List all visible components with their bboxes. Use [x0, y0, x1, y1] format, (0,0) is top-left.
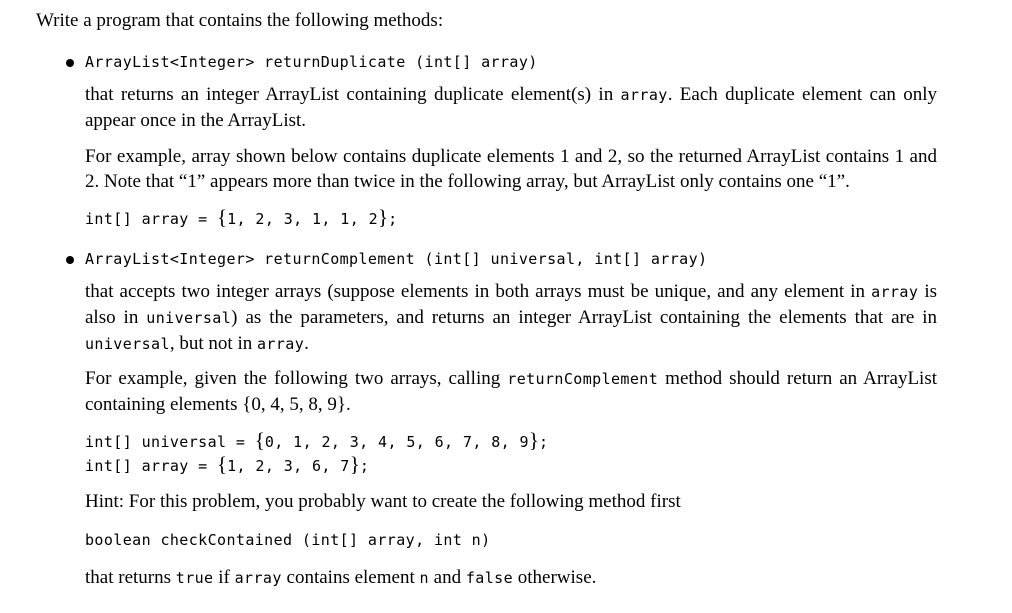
- method1-code-semicolon: ;: [388, 210, 398, 228]
- method1-description: [85, 82, 937, 133]
- method2-code-line-2: [85, 452, 369, 479]
- method2-desc-code-2: universal: [146, 309, 232, 327]
- method2-code2-semicolon: ;: [359, 457, 370, 475]
- hint-desc-text-a: that returns: [85, 567, 176, 588]
- method2-code1-open: {: [254, 428, 265, 452]
- method2-code2-decl: int[] array =: [85, 457, 218, 475]
- hint-signature: boolean checkContained (int[] array, int n): [85, 531, 491, 549]
- method2-code2-close-brace: }: [349, 452, 360, 476]
- hint-desc-true: true: [175, 569, 214, 587]
- hint-desc-text-e: otherwise.: [513, 567, 597, 588]
- method2-desc-text-b: is also in: [85, 281, 937, 328]
- method2-description: [85, 279, 937, 357]
- method1-code-line: [85, 205, 398, 232]
- method2-desc-code-4: array: [256, 335, 305, 353]
- method1-desc-text-a: that returns an integer ArrayList containing duplicate element(s) in: [85, 84, 621, 105]
- hint-desc-text-b: if: [213, 567, 235, 588]
- method1-signature: ArrayList<Integer> returnDuplicate (int[] array): [85, 53, 538, 71]
- method2-desc-code-1: array: [871, 283, 919, 301]
- method2-desc-code-3: universal: [85, 335, 170, 353]
- method2-example-end: .: [345, 394, 351, 415]
- method1-example: For example, array shown below contains duplicate elements 1 and 2, so the returned ArrayList contains 1 and 2. Note that “1” appears more than twice in the following array, but ArrayList only contains one “1”.: [85, 146, 937, 192]
- method1-desc-text-b: . Each duplicate element can only appear once in the ArrayList.: [85, 84, 937, 131]
- method2-desc-text-a: that accepts two integer arrays (suppose elements in both arrays must be unique, and any element in: [85, 281, 872, 302]
- method2-example-text-b: method should return an ArrayList containing elements: [85, 368, 938, 415]
- method2-example-text-a: For example, given the following two arrays, calling: [85, 368, 508, 389]
- hint-desc-n: n: [419, 569, 429, 587]
- method2-code1-decl: int[] universal =: [85, 433, 255, 451]
- method2-example-set: {0, 4, 5, 8, 9}: [242, 394, 346, 415]
- hint-desc-text-d: and: [428, 567, 466, 588]
- method2-code2-open: {: [217, 452, 228, 476]
- method1-desc-code: array: [620, 86, 668, 104]
- method2-desc-text-c: ) as the parameters, and returns an integer ArrayList containing the elements that are in: [231, 307, 937, 328]
- hint-description: [85, 565, 596, 591]
- method2-example: [85, 366, 937, 417]
- method1-code-decl: int[] array =: [85, 210, 218, 228]
- intro-text: Write a program that contains the following methods:: [36, 10, 444, 31]
- method2-example-code: returnComplement: [507, 370, 659, 388]
- method2-desc-text-d: , but not in: [169, 333, 257, 354]
- method2-desc-text-e: .: [304, 333, 309, 354]
- method1-code-values: 1, 2, 3, 1, 1, 2: [227, 210, 379, 228]
- hint-desc-text-c: contains element: [281, 567, 420, 588]
- method2-code1-close-brace: }: [528, 428, 540, 452]
- method2-signature: ArrayList<Integer> returnComplement (int[] universal, int[] array): [85, 250, 708, 268]
- bullet-method-1: [66, 59, 74, 67]
- hint-text: Hint: For this problem, you probably want to create the following method first: [85, 491, 681, 512]
- hint-desc-array: array: [234, 569, 282, 587]
- method2-code1-values: 0, 1, 2, 3, 4, 5, 6, 7, 8, 9: [264, 433, 529, 451]
- hint-desc-false: false: [465, 569, 514, 587]
- method1-code-open: {: [217, 205, 228, 229]
- method2-code-line-1: [85, 428, 548, 455]
- method1-code-close-brace: }: [378, 205, 389, 229]
- method2-code1-semicolon: ;: [539, 433, 549, 451]
- bullet-method-2: [66, 256, 74, 264]
- method2-code2-values: 1, 2, 3, 6, 7: [227, 457, 350, 475]
